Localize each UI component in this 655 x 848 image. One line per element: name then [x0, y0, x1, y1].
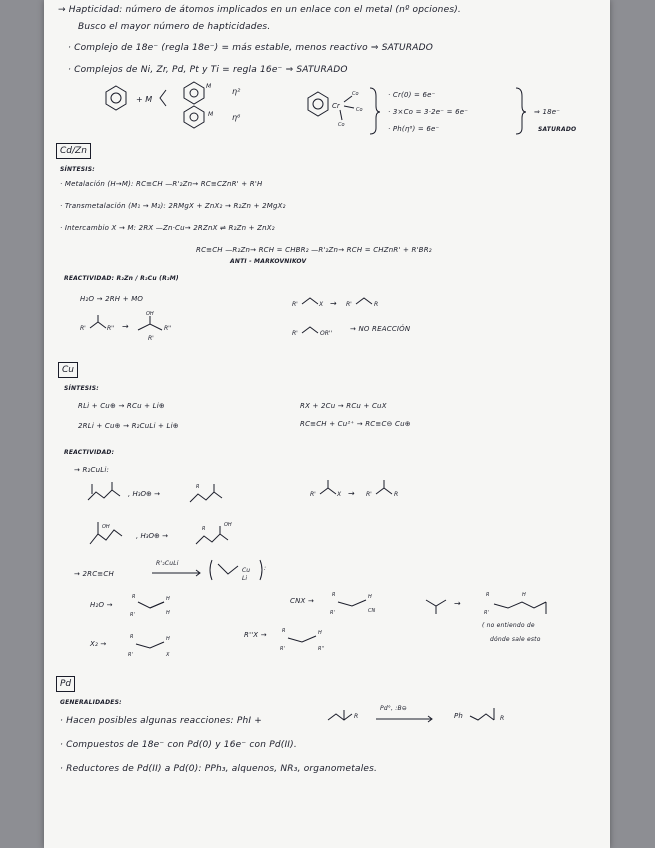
svg-text:R': R' — [484, 610, 489, 616]
hapticity-definition: → Hapticidad: número de átomos implicados en un enlace con el metal (nº opciones). — [58, 5, 461, 15]
enone-addition — [424, 590, 594, 624]
svg-text:R: R — [486, 592, 490, 598]
vinyl-ketone-structure — [326, 704, 362, 726]
svg-text:η⁶: η⁶ — [232, 113, 241, 122]
alkene-product-cn — [330, 588, 390, 622]
count-cr: · Cr(0) = 6e⁻ — [388, 91, 436, 99]
cu-synthesis-heading: SÍNTESIS: — [64, 385, 99, 392]
svg-text:, H₃O⊕ →: , H₃O⊕ → — [128, 490, 160, 498]
brace-right — [514, 86, 534, 136]
svg-text:→: → — [330, 299, 337, 308]
svg-text:R': R' — [280, 646, 285, 652]
svg-text:R': R' — [310, 491, 316, 498]
svg-text:R: R — [196, 484, 200, 490]
svg-text:Co: Co — [352, 91, 359, 97]
svg-text:Co: Co — [338, 122, 345, 128]
svg-text:OH: OH — [146, 311, 154, 317]
vinylcuprate-structure — [206, 556, 276, 586]
cdzn-transmetalation: · Transmetalación (M₁ → M₂): 2RMgX + ZnX₂ → R₂Zn + 2MgX₂ — [60, 202, 286, 210]
svg-text:OH: OH — [102, 524, 110, 530]
cu-r2culi-heading: → R₂CuLi: — [74, 466, 110, 474]
svg-text:R': R' — [292, 301, 298, 308]
pd-general-3: · Reductores de Pd(II) a Pd(0): PPh₃, alquenos, NR₃, organometales. — [60, 764, 378, 774]
section-box-cdzn: Cd/Zn — [56, 143, 91, 159]
acyl-halide-reaction — [292, 292, 412, 312]
svg-text:η²: η² — [232, 87, 241, 96]
svg-text:R'': R'' — [164, 325, 172, 332]
reaction-arrow — [150, 568, 206, 578]
section-box-pd: Pd — [56, 676, 75, 692]
alkene-product-1 — [130, 590, 190, 624]
svg-text:Li: Li — [242, 575, 248, 582]
notebook-page — [44, 0, 610, 848]
pd-arrow — [374, 714, 438, 724]
svg-text:R: R — [202, 526, 206, 532]
pd-general-1: · Hacen posibles algunas reacciones: PhI + — [60, 716, 263, 726]
svg-text:H: H — [166, 596, 170, 602]
anti-markovnikov-label: ANTI - MARKOVNIKOV — [230, 258, 307, 265]
cu-reactivity-heading: REACTIVIDAD: — [64, 449, 115, 456]
svg-text:, H₃O⊕ →: , H₃O⊕ → — [136, 532, 168, 540]
conjugate-addition-2 — [84, 514, 284, 554]
conjugate-addition-1 — [84, 476, 284, 512]
cu-synthesis-4: RC≡CH + Cu²⁺ → RC≡C⊖ Cu⊕ — [300, 420, 411, 428]
count-ph: · Ph(η⁶) = 6e⁻ — [388, 125, 440, 133]
svg-text:R'': R'' — [318, 646, 325, 652]
svg-text:→: → — [122, 322, 129, 331]
pd-product-structure — [468, 702, 518, 726]
cu-halogen-reagent: X₂ → — [90, 640, 107, 648]
cr-complex-structure — [306, 86, 396, 136]
note-line-1: ( no entiendo de — [482, 622, 535, 629]
cdzn-hydroboration: RC≡CH —R₂Zn→ RCH = CHBR₂ —R'₂Zn→ RCH = CHZnR' + R'BR₂ — [196, 246, 432, 254]
cdzn-exchange: · Intercambio X → M: 2RX —Zn·Cu→ 2RZnX ⇌ R₂Zn + ZnX₂ — [60, 224, 275, 232]
saturated-label: SATURADO — [538, 126, 577, 133]
svg-text:R: R — [394, 491, 399, 498]
svg-text:X: X — [337, 491, 342, 498]
cu-reagent: R'₂CuLi — [156, 560, 179, 567]
cdzn-synthesis-heading: SÍNTESIS: — [60, 166, 95, 173]
rule-16e: · Complejos de Ni, Zr, Pd, Pt y Ti = regla 16e⁻ ⇒ SATURADO — [68, 65, 348, 75]
svg-text:H: H — [368, 594, 372, 600]
cu-synthesis-3: RX + 2Cu → RCu + CuX — [300, 402, 387, 410]
svg-text:R'': R'' — [107, 325, 115, 332]
cdzn-water: H₂O → 2RH + MO — [80, 295, 144, 303]
acyl-to-ketone — [310, 478, 440, 504]
svg-text:→: → — [348, 489, 355, 498]
alkene-product-r — [280, 624, 340, 658]
total-18e: ⇒ 18e⁻ — [534, 108, 561, 116]
svg-text:R': R' — [128, 652, 133, 658]
cdzn-reactivity-heading: REACTIVIDAD: R₂Zn / R₂Cu (R₂M) — [64, 275, 179, 282]
cu-cnx-reagent: CNX → — [290, 597, 315, 605]
cu-synthesis-2: 2RLi + Cu⊕ → R₂CuLi + Li⊕ — [78, 422, 179, 430]
svg-text:CN: CN — [368, 608, 376, 614]
cu-synthesis-1: RLi + Cu⊕ → RCu + Li⊕ — [78, 402, 165, 410]
svg-text:R': R' — [366, 491, 372, 498]
svg-text:R: R — [332, 592, 336, 598]
pd-product-ph: Ph — [454, 712, 464, 720]
svg-text:OH: OH — [224, 522, 232, 528]
cu-alkyne: → 2RC≡CH — [74, 570, 114, 578]
no-reaction: → NO REACCIÓN — [350, 325, 411, 333]
svg-text:R': R' — [292, 330, 298, 337]
svg-text:H: H — [522, 592, 526, 598]
svg-text:R: R — [282, 628, 286, 634]
cdzn-metalation: · Metalación (H→M): RC≡CH —R'₂Zn→ RC≡CZnR' + R'H — [60, 180, 263, 188]
ketone-to-alcohol — [80, 312, 220, 342]
svg-text:R: R — [500, 715, 505, 722]
cu-water-reagent: H₂O → — [90, 601, 113, 609]
svg-text:+ M: + M — [136, 95, 153, 104]
svg-text:H: H — [166, 636, 170, 642]
svg-text:R': R' — [346, 301, 352, 308]
svg-text:→: → — [454, 599, 461, 608]
svg-text:M: M — [208, 111, 214, 118]
pd-general-heading: GENERALIDADES: — [60, 699, 122, 706]
svg-text:H: H — [166, 610, 170, 616]
svg-text:R': R' — [130, 612, 135, 618]
hapticity-structures — [104, 82, 324, 132]
svg-text:Cr: Cr — [332, 102, 340, 110]
svg-text:R': R' — [330, 610, 335, 616]
svg-text:R: R — [132, 594, 136, 600]
svg-text:R: R — [354, 713, 359, 720]
svg-text:R: R — [374, 301, 379, 308]
svg-text:X: X — [166, 652, 170, 658]
section-box-cu: Cu — [58, 362, 78, 378]
alkene-product-x — [128, 630, 188, 664]
svg-text:OR'': OR'' — [320, 330, 333, 337]
svg-text:R': R' — [148, 335, 154, 342]
svg-text:M: M — [206, 83, 212, 90]
svg-text:R: R — [130, 634, 134, 640]
svg-text:H: H — [318, 630, 322, 636]
svg-text::: : — [264, 565, 267, 572]
cu-alkyl-reagent: R''X → — [244, 631, 267, 639]
pd-reagent: Pd°, :B⊖ — [380, 705, 408, 712]
ester-structure — [292, 322, 352, 340]
svg-text:Cu: Cu — [242, 567, 250, 574]
svg-text:R': R' — [80, 325, 86, 332]
pd-general-2: · Compuestos de 18e⁻ con Pd(0) y 16e⁻ con Pd(II). — [60, 740, 297, 750]
svg-text:Co: Co — [356, 107, 363, 113]
svg-text:X: X — [319, 301, 324, 308]
count-co: · 3×Co = 3·2e⁻ = 6e⁻ — [388, 108, 469, 116]
note-line-2: dónde sale esto — [490, 636, 541, 643]
hapticity-note: Busco el mayor número de hapticidades. — [78, 22, 271, 32]
rule-18e: · Complejo de 18e⁻ (regla 18e⁻) = más estable, menos reactivo ⇒ SATURADO — [68, 43, 434, 53]
